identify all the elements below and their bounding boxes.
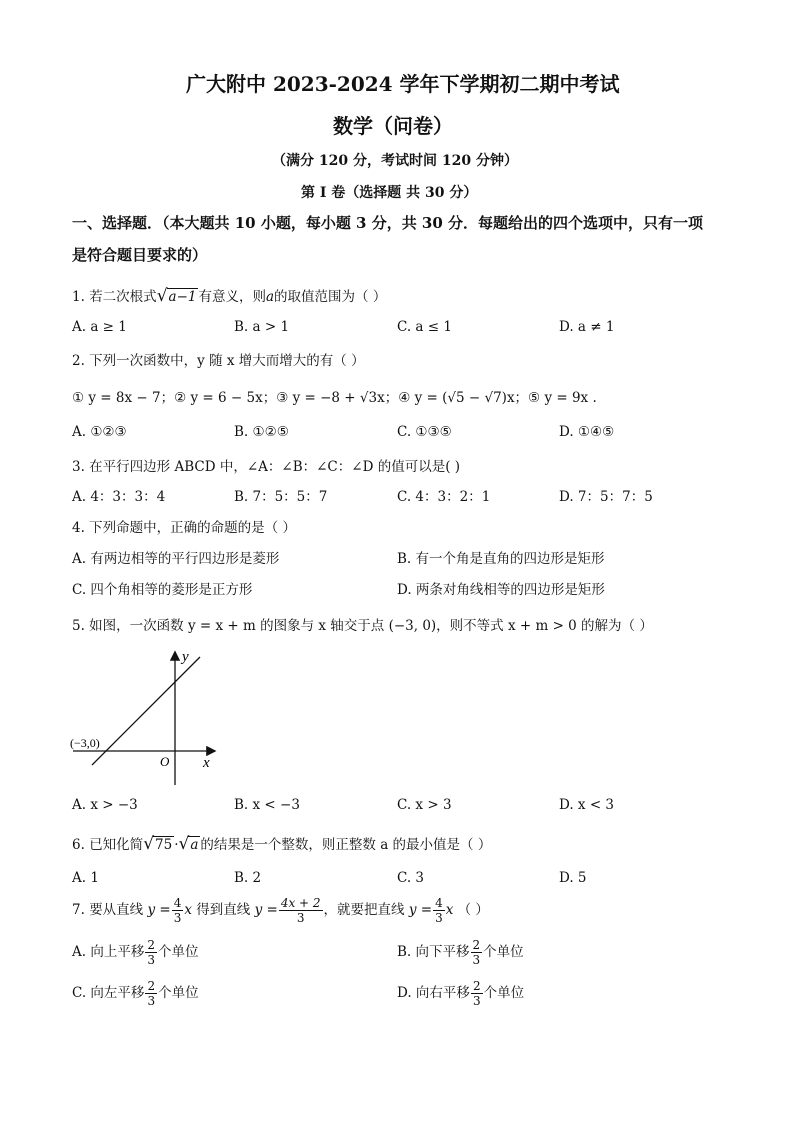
q2-option-d: D. ①④⑤ xyxy=(559,424,615,440)
option-suffix: 个单位 xyxy=(483,944,524,960)
function-line xyxy=(92,657,200,765)
origin-label: O xyxy=(160,754,170,769)
q2-option-b: B. ①②⑤ xyxy=(234,424,289,440)
q3-option-d: D. 7：5：7：5 xyxy=(559,489,653,505)
q3-option-c: C. 4：3：2：1 xyxy=(397,489,491,505)
question-1-stem xyxy=(72,285,386,306)
q4-option-b: B. 有一个角是直角的四边形是矩形 xyxy=(397,551,605,567)
option-prefix: B. 向下平移 xyxy=(397,944,470,960)
denominator: 3 xyxy=(472,953,481,967)
option-fraction xyxy=(471,979,483,1008)
q6-dot: · xyxy=(174,837,179,853)
denominator: 3 xyxy=(173,911,182,925)
q1-middle: 有意义，则 xyxy=(198,289,266,305)
q4-option-c: C. 四个角相等的菱形是正方形 xyxy=(72,582,253,598)
q6-option-b: B. 2 xyxy=(234,870,262,886)
denominator: 3 xyxy=(296,911,305,925)
question-3-stem: 3. 在平行四边形 ABCD 中，∠A：∠B：∠C：∠D 的值可以是( ) xyxy=(72,459,461,475)
q7-text-1: 要从直线 xyxy=(89,902,144,918)
q1-option-d: D. a ≠ 1 xyxy=(559,319,615,335)
q7-option-a xyxy=(72,938,198,967)
q7-option-d xyxy=(397,979,524,1008)
option-fraction xyxy=(471,938,483,967)
question-number: 1. xyxy=(72,289,85,305)
q5-option-b: B. x < −3 xyxy=(234,797,300,813)
q5-option-d: D. x < 3 xyxy=(559,797,615,813)
numerator: 4 xyxy=(173,896,182,910)
q7-option-c xyxy=(72,979,199,1008)
radical-icon: √ xyxy=(143,834,155,854)
q7-fraction-2 xyxy=(279,896,323,925)
q1-option-b: B. a > 1 xyxy=(234,319,290,335)
numerator: 2 xyxy=(472,938,481,952)
question-2-items: ① y = 8x − 7；② y = 6 − 5x；③ y = −8 + √3x；④ y = (√5 − √7)x；⑤ y = 9x . xyxy=(72,390,597,406)
subject-title: 数学（问卷） xyxy=(333,114,453,138)
radical-icon: √ xyxy=(178,834,190,854)
q4-option-a: A. 有两边相等的平行四边形是菱形 xyxy=(72,551,280,567)
numerator: 4 xyxy=(435,896,443,910)
numerator: 2 xyxy=(472,979,481,993)
q1-var: a xyxy=(265,289,275,305)
option-suffix: 个单位 xyxy=(483,985,525,1001)
option-prefix: D. 向右平移 xyxy=(397,985,470,1001)
q7-eq1-left: y = xyxy=(147,902,171,918)
q7-eq1-right: x xyxy=(184,902,192,918)
numerator: 2 xyxy=(147,938,155,952)
q1-radicand: a−1 xyxy=(168,289,197,305)
q6-option-d: D. 5 xyxy=(559,870,587,886)
option-prefix: A. 向上平移 xyxy=(72,944,145,960)
question-2-stem: 2. 下列一次函数中，y 随 x 增大而增大的有（ ） xyxy=(72,353,365,369)
section-heading-line1: 一、选择题．（本大题共 10 小题，每小题 3 分，共 30 分．每题给出的四个选项中，只有一项 xyxy=(72,214,704,232)
denominator: 3 xyxy=(435,911,443,925)
numerator: 2 xyxy=(147,979,156,993)
q6-prefix: 已知化简 xyxy=(89,837,144,853)
q7-eq2-left: y = xyxy=(254,902,278,918)
x-axis-label: x xyxy=(203,755,210,771)
option-suffix: 个单位 xyxy=(157,944,199,960)
radical-icon: √ xyxy=(156,286,168,306)
q6-suffix: 的结果是一个整数，则正整数 a 的最小值是（ ） xyxy=(200,837,492,853)
section-heading-line2: 是符合题目要求的） xyxy=(72,246,208,264)
q6-radicand-2: a xyxy=(190,837,199,853)
q1-option-a: A. a ≥ 1 xyxy=(72,319,127,335)
linear-function-graph xyxy=(68,645,228,795)
q6-radicand-1: 75 xyxy=(155,837,173,853)
q1-suffix: 的取值范围为（ ） xyxy=(274,289,387,305)
option-suffix: 个单位 xyxy=(158,985,199,1001)
denominator: 3 xyxy=(472,994,481,1008)
q2-option-a: A. ①②③ xyxy=(72,424,127,440)
denominator: 3 xyxy=(147,994,156,1008)
question-6-stem xyxy=(72,833,491,854)
q5-option-c: C. x > 3 xyxy=(397,797,452,813)
exam-meta: （满分 120 分，考试时间 120 分钟） xyxy=(272,153,518,169)
question-7-stem xyxy=(72,896,489,925)
q7-text-3: ，就要把直线 xyxy=(323,902,405,918)
q7-fraction-3 xyxy=(433,896,445,925)
q1-prefix: 若二次根式 xyxy=(89,289,157,305)
question-5-stem: 5. 如图，一次函数 y = x + m 的图象与 x 轴交于点 (−3, 0)，则不等式 x + m > 0 的解为（ ） xyxy=(72,618,653,634)
denominator: 3 xyxy=(147,953,155,967)
option-fraction xyxy=(145,979,157,1008)
option-prefix: C. 向左平移 xyxy=(72,985,145,1001)
q2-option-c: C. ①③⑤ xyxy=(397,424,452,440)
q7-text-4: （ ） xyxy=(457,902,489,918)
option-fraction xyxy=(145,938,157,967)
q5-option-a: A. x > −3 xyxy=(72,797,138,813)
q1-option-c: C. a ≤ 1 xyxy=(397,319,452,335)
q6-option-a: A. 1 xyxy=(72,870,99,886)
q7-eq3-right: x xyxy=(445,902,454,918)
numerator: 4x + 2 xyxy=(280,896,321,910)
q4-option-d: D. 两条对角线相等的四边形是矩形 xyxy=(397,582,605,598)
q7-text-2: 得到直线 xyxy=(196,902,251,918)
question-number: 6. xyxy=(72,837,85,853)
q7-eq3-left: y = xyxy=(408,902,433,918)
question-4-stem: 4. 下列命题中，正确的命题的是（ ） xyxy=(72,520,296,536)
q3-option-a: A. 4：3：3：4 xyxy=(72,489,166,505)
point-label: (−3,0) xyxy=(70,736,100,750)
q7-fraction-1 xyxy=(172,896,184,925)
volume-heading: 第 I 卷（选择题 共 30 分） xyxy=(301,185,478,201)
page-title: 广大附中 2023-2024 学年下学期初二期中考试 xyxy=(186,72,620,96)
q3-option-b: B. 7：5：5：7 xyxy=(234,489,328,505)
q7-option-b xyxy=(397,938,524,967)
y-axis-label: y xyxy=(182,649,189,665)
question-number: 7. xyxy=(72,902,85,918)
q6-option-c: C. 3 xyxy=(397,870,425,886)
